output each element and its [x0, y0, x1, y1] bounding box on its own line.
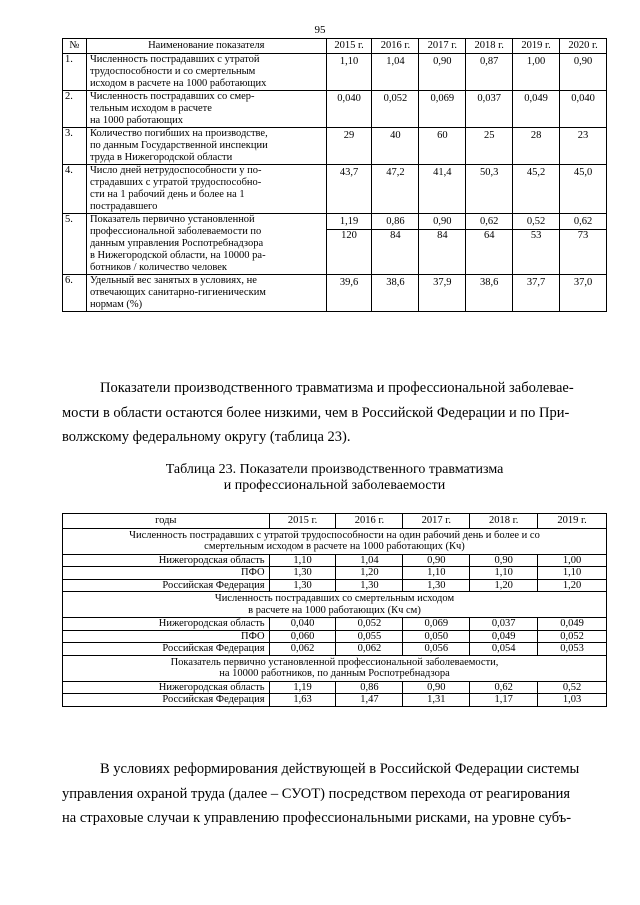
region-label: Нижегородская область — [63, 618, 270, 631]
region-value: 1,30 — [269, 567, 336, 580]
value-line: 73 — [577, 230, 589, 241]
indicator-value — [419, 54, 466, 91]
value-line: 1,04 — [386, 56, 405, 67]
region-value: 0,055 — [336, 630, 403, 643]
column-header: Наименование показателя — [86, 39, 326, 54]
region-value: 0,062 — [336, 643, 403, 656]
region-value: 1,47 — [336, 694, 403, 707]
indicator-value — [560, 128, 607, 165]
table-row — [63, 91, 607, 128]
region-value: 0,060 — [269, 630, 336, 643]
region-label: Нижегородская область — [63, 554, 270, 567]
indicator-value — [372, 91, 419, 128]
table-row — [63, 165, 607, 214]
indicator-name-line: нормам (%) — [89, 299, 143, 310]
indicator-value — [466, 54, 513, 91]
table-row — [63, 618, 607, 631]
region-value: 0,069 — [403, 618, 470, 631]
indicator-value — [372, 165, 419, 214]
region-value: 1,03 — [538, 694, 607, 707]
region-value: 0,052 — [538, 630, 607, 643]
region-value: 1,30 — [336, 579, 403, 592]
section-title-line: на 10000 работников, по данным Роспотребнадзора — [219, 668, 450, 679]
indicator-name-line: Численность пострадавших с утратой — [89, 54, 260, 65]
section-header-row — [63, 528, 607, 554]
region-label: Российская Федерация — [63, 694, 270, 707]
value-line: 84 — [437, 230, 448, 241]
section-title — [63, 528, 607, 554]
indicator-value — [326, 128, 372, 165]
value-line: 38,6 — [480, 277, 499, 288]
row-number: 6. — [63, 275, 87, 312]
region-value: 1,04 — [336, 554, 403, 567]
region-value: 1,17 — [470, 694, 538, 707]
indicator-name — [86, 54, 326, 91]
indicator-value — [326, 214, 372, 275]
row-number: 3. — [63, 128, 87, 165]
indicator-name — [86, 165, 326, 214]
value-line: 38,6 — [386, 277, 405, 288]
indicator-value — [326, 91, 372, 128]
region-value: 1,20 — [336, 567, 403, 580]
indicator-value — [326, 165, 372, 214]
value-line: 0,62 — [560, 216, 606, 230]
table-row — [63, 554, 607, 567]
region-label: ПФО — [63, 630, 270, 643]
region-value: 0,062 — [269, 643, 336, 656]
indicator-value — [326, 54, 372, 91]
paragraph-line: мости в области остаются более низкими, чем в Российской Федерации и по При- — [62, 404, 570, 421]
indicator-name-line: Численность пострадавших со смер- — [89, 91, 255, 102]
column-header: № — [63, 39, 87, 54]
paragraph-line: В условиях реформирования действующей в Российской Федерации системы — [100, 761, 580, 777]
column-header: 2018 г. — [470, 514, 538, 529]
indicator-value — [466, 165, 513, 214]
indicator-name-line: данным управления Роспотребнадзора — [89, 238, 264, 249]
value-line: 1,19 — [327, 216, 372, 230]
indicator-value — [372, 54, 419, 91]
value-line: 50,3 — [480, 167, 499, 178]
value-line: 0,86 — [372, 216, 418, 230]
indicator-value — [513, 275, 560, 312]
region-value: 1,20 — [538, 579, 607, 592]
indicator-name-line: ботников / количество человек — [89, 262, 228, 273]
region-value: 0,056 — [403, 643, 470, 656]
value-line: 0,037 — [477, 93, 502, 104]
indicator-name-line: труда в Нижегородской области — [89, 152, 233, 163]
section-title-line: в расчете на 1000 работающих (Кч см) — [248, 604, 421, 616]
row-number: 2. — [63, 91, 87, 128]
indicator-value — [326, 275, 372, 312]
column-header: 2019 г. — [513, 39, 560, 54]
value-line: 60 — [437, 130, 448, 141]
indicator-name — [86, 91, 326, 128]
page-number: 95 — [314, 24, 326, 36]
column-header: годы — [63, 514, 270, 529]
indicator-value — [372, 128, 419, 165]
indicator-name-line: отвечающих санитарно-гигиеническим — [89, 287, 266, 298]
region-value: 0,049 — [538, 618, 607, 631]
indicator-value — [513, 54, 560, 91]
region-value: 1,10 — [470, 567, 538, 580]
indicator-value — [560, 165, 607, 214]
region-value: 0,049 — [470, 630, 538, 643]
region-value: 0,90 — [403, 681, 470, 694]
indicator-value — [419, 128, 466, 165]
paragraph-line: на страховые случаи к управлению профессиональными рисками, на уровне субъ- — [62, 810, 572, 826]
table-row — [63, 579, 607, 592]
caption-line: Таблица 23. Показатели производственного травматизма — [165, 462, 504, 477]
table-row — [63, 643, 607, 656]
indicator-value — [560, 214, 607, 275]
region-value: 0,052 — [336, 618, 403, 631]
region-value: 1,20 — [470, 579, 538, 592]
value-line: 37,0 — [573, 277, 593, 288]
region-value: 0,62 — [470, 681, 538, 694]
indicator-name-line: Удельный вес занятых в условиях, не — [89, 275, 257, 286]
indicator-name-line: профессиональной заболеваемости по — [89, 226, 262, 237]
row-number: 1. — [63, 54, 87, 91]
region-value: 0,054 — [470, 643, 538, 656]
indicator-name-line: тельным исходом в расчете — [89, 103, 212, 114]
value-line: 40 — [390, 130, 401, 141]
indicator-name-line: на 1000 работающих — [89, 115, 184, 126]
column-header: 2015 г. — [326, 39, 372, 54]
value-line: 28 — [530, 130, 542, 141]
table-row — [63, 54, 607, 91]
value-line: 45,2 — [526, 167, 546, 178]
value-line: 120 — [341, 230, 357, 241]
indicator-name — [86, 275, 326, 312]
value-line: 0,87 — [480, 56, 499, 67]
value-line: 43,7 — [339, 167, 359, 178]
value-line: 29 — [343, 130, 355, 141]
value-line: 39,6 — [339, 277, 359, 288]
indicator-value — [513, 91, 560, 128]
value-line: 84 — [390, 230, 401, 241]
indicator-value — [513, 165, 560, 214]
section-title-line: Численность пострадавших с утратой трудоспособности на один рабочий день и более и со — [129, 529, 540, 541]
region-value: 1,10 — [538, 567, 607, 580]
indicator-value — [466, 128, 513, 165]
indicator-name-line: Число дней нетрудоспособности у по- — [89, 165, 262, 176]
table-row — [63, 275, 607, 312]
column-header: 2018 г. — [466, 39, 513, 54]
table-row — [63, 214, 607, 275]
indicator-value — [513, 128, 560, 165]
indicator-value — [372, 275, 419, 312]
section-header-row — [63, 592, 607, 618]
indicator-value — [560, 91, 607, 128]
region-value: 0,050 — [403, 630, 470, 643]
value-line: 0,040 — [571, 93, 595, 104]
value-line: 23 — [577, 130, 589, 141]
region-value: 1,00 — [538, 554, 607, 567]
table-row — [63, 681, 607, 694]
comparison-table-header — [63, 514, 607, 529]
section-title — [63, 592, 607, 618]
value-line: 0,90 — [573, 56, 593, 67]
value-line: 0,52 — [513, 216, 559, 230]
region-value: 1,10 — [269, 554, 336, 567]
indicators-table-header — [63, 39, 607, 54]
value-line: 1,00 — [526, 56, 546, 67]
region-value: 0,90 — [470, 554, 538, 567]
table-caption — [62, 462, 607, 494]
indicator-value — [466, 275, 513, 312]
value-line: 0,069 — [430, 93, 455, 104]
table-row — [63, 128, 607, 165]
region-value: 0,86 — [336, 681, 403, 694]
indicator-value — [466, 91, 513, 128]
paragraph-line: волжскому федеральному округу (таблица 23). — [62, 429, 351, 445]
indicator-name-line: по данным Государственной инспекции — [89, 140, 268, 151]
value-line: 37,9 — [433, 277, 452, 288]
indicator-name — [86, 214, 326, 275]
section-header-row — [63, 655, 607, 681]
value-line: 47,2 — [386, 167, 405, 178]
indicator-name-line: пострадавшего — [89, 201, 158, 212]
indicator-value — [419, 214, 466, 275]
column-header: 2019 г. — [538, 514, 607, 529]
column-header: 2015 г. — [269, 514, 336, 529]
region-value: 1,30 — [403, 579, 470, 592]
column-header: 2020 г. — [560, 39, 607, 54]
section-title — [63, 655, 607, 681]
indicator-value — [419, 275, 466, 312]
indicators-table — [62, 38, 607, 312]
indicator-name-line: трудоспособности и со смертельным — [89, 66, 256, 77]
value-line: 41,4 — [433, 167, 452, 178]
section-title-line: смертельным исходом в расчете на 1000 работающих (Кч) — [204, 541, 465, 552]
indicator-value — [372, 214, 419, 275]
paragraph-intro — [62, 376, 607, 450]
table-row — [63, 630, 607, 643]
value-line: 0,90 — [419, 216, 465, 230]
section-title-line: Численность пострадавших со смертельным исходом — [214, 593, 455, 604]
indicator-value — [560, 54, 607, 91]
indicator-name-line: Показатель первично установленной — [89, 214, 255, 225]
region-value: 1,10 — [403, 567, 470, 580]
region-value: 1,63 — [269, 694, 336, 707]
region-label: ПФО — [63, 567, 270, 580]
region-value: 1,30 — [269, 579, 336, 592]
indicator-name-line: Количество погибших на производстве, — [89, 128, 268, 139]
paragraph-line: Показатели производственного травматизма и профессиональной заболевае- — [100, 380, 574, 396]
row-number: 5. — [63, 214, 87, 275]
value-line: 1,10 — [339, 56, 359, 67]
value-line: 0,90 — [433, 56, 452, 67]
comparison-table — [62, 513, 607, 707]
column-header: 2017 г. — [403, 514, 470, 529]
value-line: 53 — [530, 230, 542, 241]
column-header: 2016 г. — [372, 39, 419, 54]
indicator-name — [86, 128, 326, 165]
value-line: 64 — [483, 230, 495, 241]
region-value: 0,040 — [269, 618, 336, 631]
value-line: 25 — [483, 130, 495, 141]
region-value: 0,90 — [403, 554, 470, 567]
row-number: 4. — [63, 165, 87, 214]
indicator-value — [419, 91, 466, 128]
table-row — [63, 694, 607, 707]
region-label: Российская Федерация — [63, 579, 270, 592]
indicator-name-line: страдавших с утратой трудоспособно- — [89, 177, 262, 188]
section-title-line: Показатель первично установленной профессиональной заболеваемости, — [170, 656, 499, 668]
value-line: 37,7 — [526, 277, 546, 288]
region-value: 0,053 — [538, 643, 607, 656]
region-label: Российская Федерация — [63, 643, 270, 656]
region-value: 1,31 — [403, 694, 470, 707]
region-value: 1,19 — [269, 681, 336, 694]
value-line: 0,049 — [524, 93, 548, 104]
indicator-value — [560, 275, 607, 312]
indicator-name-line: сти на 1 рабочий день и более на 1 — [89, 189, 245, 200]
indicator-name-line: в Нижегородской области, на 10000 ра- — [89, 250, 266, 261]
table-row — [63, 567, 607, 580]
value-line: 0,62 — [466, 216, 512, 230]
indicator-name-line: исходом в расчете на 1000 работающих — [89, 78, 267, 89]
value-line: 0,052 — [383, 93, 408, 104]
paragraph-suot — [62, 757, 607, 831]
region-value: 0,52 — [538, 681, 607, 694]
indicator-value — [466, 214, 513, 275]
paragraph-line: управления охраной труда (далее – СУОТ) посредством перехода от реагирования — [62, 785, 571, 802]
indicator-value — [513, 214, 560, 275]
region-label: Нижегородская область — [63, 681, 270, 694]
indicator-value — [419, 165, 466, 214]
column-header: 2017 г. — [419, 39, 466, 54]
column-header: 2016 г. — [336, 514, 403, 529]
region-value: 0,037 — [470, 618, 538, 631]
value-line: 45,0 — [573, 167, 593, 178]
value-line: 0,040 — [337, 93, 361, 104]
caption-line: и профессиональной заболеваемости — [223, 478, 446, 493]
